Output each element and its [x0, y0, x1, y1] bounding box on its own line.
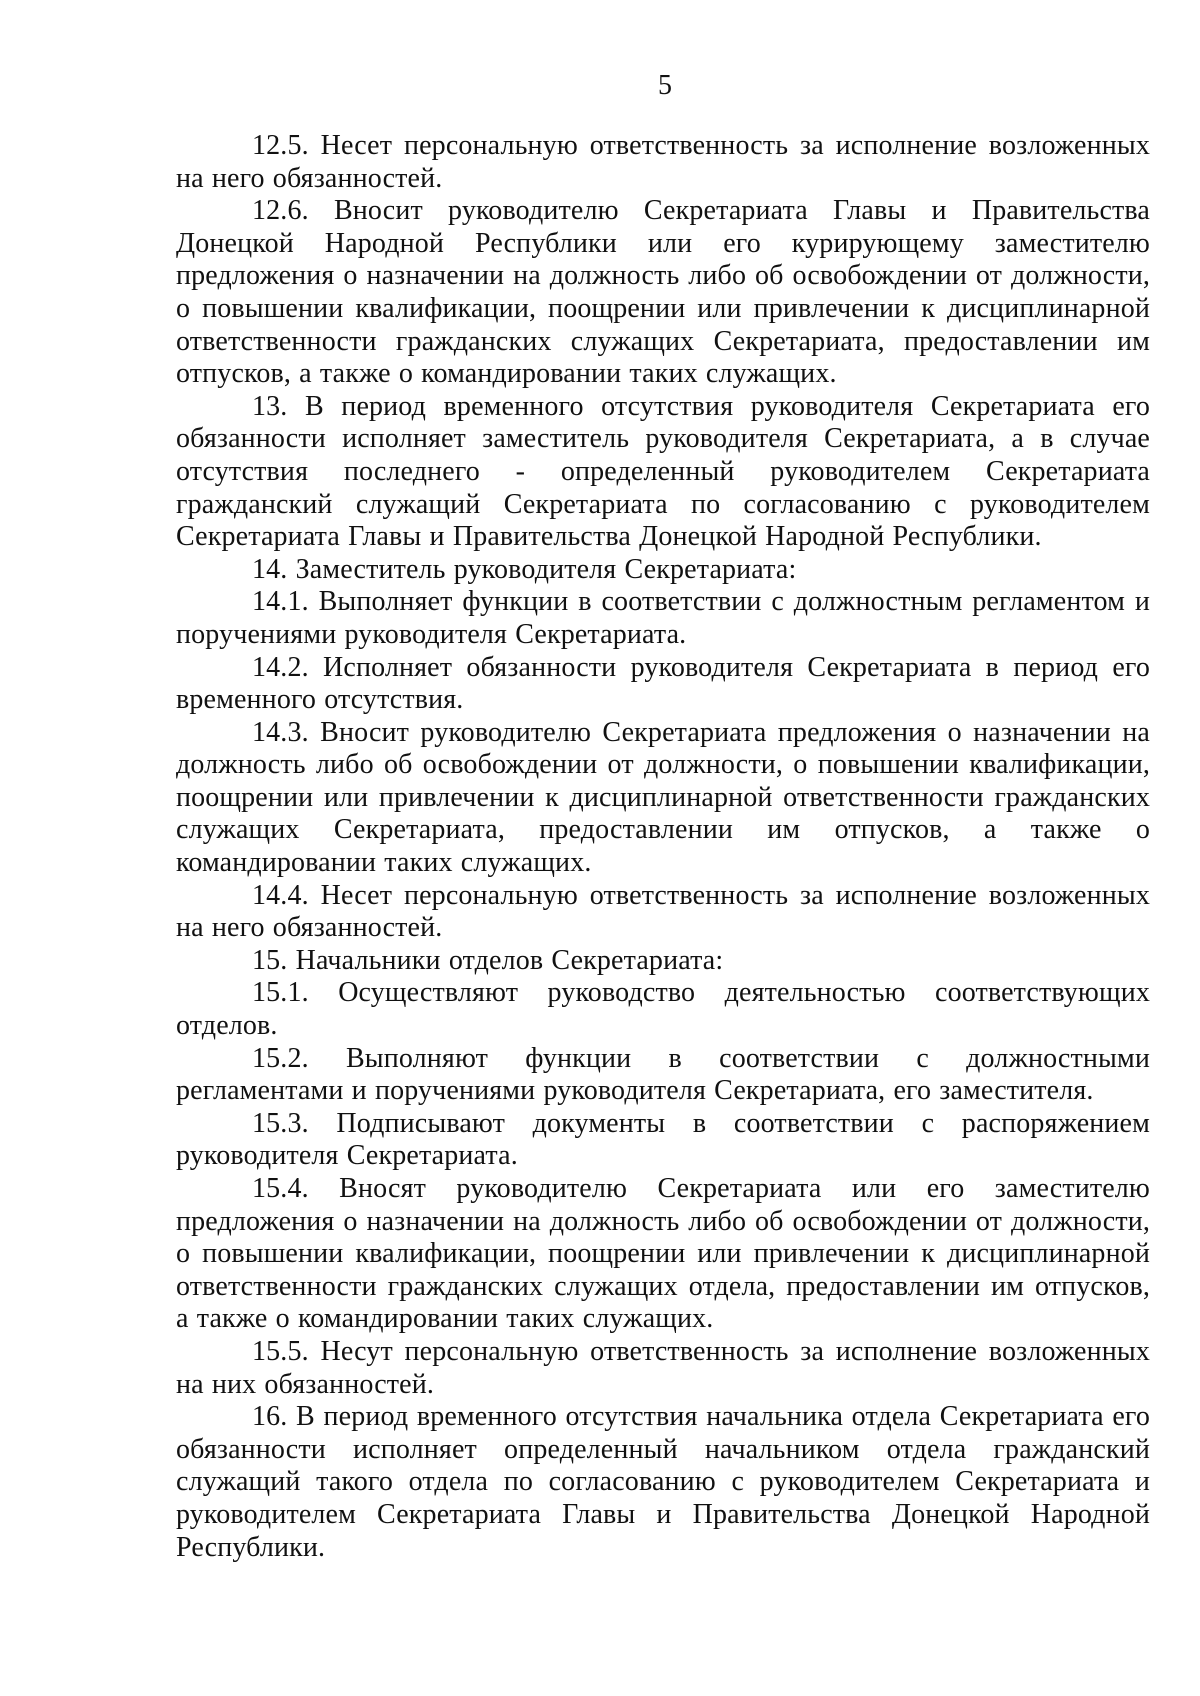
paragraph-15-5: 15.5. Несут персональную ответственность за исполнение возложенных на них обязанностей.: [176, 1335, 1150, 1400]
paragraph-16: 16. В период временного отсутствия начальника отдела Секретариата его обязанности исполняет определенный начальником отдела гражданский служащий такого отдела по согласованию с руководителем Секретариата и руководителем Секретариата Главы и Правительства Донецкой Народной Республики.: [176, 1401, 1150, 1563]
paragraph-12-6: 12.6. Вносит руководителю Секретариата Главы и Правительства Донецкой Народной Республики или его курирующему заместителю предложения о назначении на должность либо об освобождении от должности, о повышении квалификации, поощрении или привлечении к дисциплинарной ответственности гражданских служащих Секретариата, предоставлении им отпусков, а также о командировании таких служащих.: [176, 195, 1150, 390]
paragraph-15-3: 15.3. Подписывают документы в соответствии с распоряжением руководителя Секретариата.: [176, 1107, 1150, 1172]
page-number: 5: [658, 70, 672, 101]
paragraph-13: 13. В период временного отсутствия руководителя Секретариата его обязанности исполняет заместитель руководителя Секретариата, а в случае отсутствия последнего - определенный руководителем Секретариата гражданский служащий Секретариата по согласованию с руководителем Секретариата Главы и Правительства Донецкой Народной Республики.: [176, 390, 1150, 553]
paragraph-15-1: 15.1. Осуществляют руководство деятельностью соответствующих отделов.: [176, 977, 1150, 1042]
document-body: [176, 130, 1150, 1564]
paragraph-15: 15. Начальники отделов Секретариата:: [252, 944, 724, 976]
paragraph-14-4: 14.4. Несет персональную ответственность за исполнение возложенных на него обязанностей.: [176, 879, 1150, 944]
paragraph-15-4: 15.4. Вносят руководителю Секретариата или его заместителю предложения о назначении на должность либо об освобождении от должности, о повышении квалификации, поощрении или привлечении к дисциплинарной ответственности гражданских служащих отдела, предоставлении им отпусков, а также о командировании таких служащих.: [176, 1173, 1150, 1335]
paragraph-14-2: 14.2. Исполняет обязанности руководителя Секретариата в период его временного отсутствия.: [176, 651, 1150, 716]
paragraph-15-2: 15.2. Выполняют функции в соответствии с должностными регламентами и поручениями руководителя Секретариата, его заместителя.: [176, 1042, 1150, 1107]
paragraph-12-5: 12.5. Несет персональную ответственность за исполнение возложенных на него обязанностей.: [176, 130, 1150, 194]
paragraph-14-1: 14.1. Выполняет функции в соответствии с должностным регламентом и поручениями руководителя Секретариата.: [176, 586, 1150, 650]
paragraph-14-3: 14.3. Вносит руководителю Секретариата предложения о назначении на должность либо об освобождении от должности, о повышении квалификации, поощрении или привлечении к дисциплинарной ответственности гражданских служащих Секретариата, предоставлении им отпусков, а также о командировании таких служащих.: [176, 716, 1150, 879]
paragraph-14: 14. Заместитель руководителя Секретариата:: [252, 553, 797, 585]
